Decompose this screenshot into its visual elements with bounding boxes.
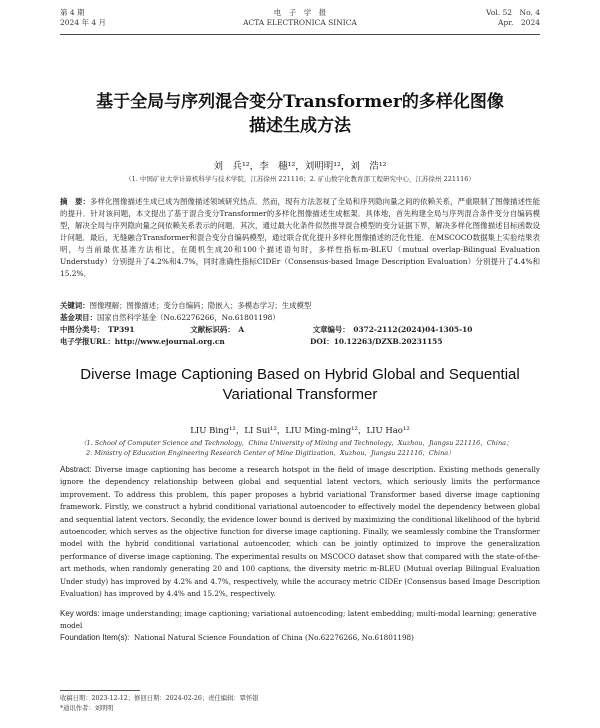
chinese-authors: 刘 兵¹²，李 穗¹²，刘明明¹²，刘 浩¹² xyxy=(213,161,387,172)
english-affiliation: （1. School of Computer Science and Technology，China University of Mining and Technology，Xuzhou，Jiangsu 221116，China； 2. Ministry of Education Engineering Research Center of Mine Digitization，Xuzhou，Jiangsu 221116，China） xyxy=(80,439,513,457)
chinese-affiliation: （1. 中国矿业大学计算机科学与技术学院，江苏徐州 221116；2. 矿山数字化教育部工程研究中心，江苏徐州 221116） xyxy=(125,175,475,183)
document-code: 文献标识码： A xyxy=(190,325,245,334)
corresponding-author: *通讯作者：刘明明 xyxy=(60,705,114,712)
chinese-keywords-label: 关键词： xyxy=(60,301,90,310)
english-abstract-text: Diverse image captioning has become a research hotspot in the field of image description. Existing methods generally ignore the dependency relationship between global and sequential latent vectors, which seriously limits the performance improvement. To address this problem, this paper proposes a hybrid variational Transformer based diverse image captioning framework. Firstly, we construct a hybrid conditional variational autoencoder to effectively model the dependency between global and sequential latent vectors. Secondly, the evidence lower bound is derived by maximizing the conditional likelihood of the hybrid autoencoder, which serves as the objective function for diverse image captioning. Finally, we seamlessly combine the Transformer model with the hybrid conditional variational autoencoder, which can be jointly optimized to improve the generalization performance of diverse image captioning. The experimental results on MSCOCO dataset show that compared with the state-of-the-art methods, when randomly generating 20 and 100 captions, the diversity metric m-BLEU (Mutual overlap Bilingual Evaluation Under study) has improved by 4.2% and 4.7%, respectively, while the accuracy metric CIDEr (Consensus based Image Description Evaluation) has improved by 4.4% and 15.2%, respectively. xyxy=(60,465,540,599)
chinese-fund xyxy=(60,312,540,324)
header-journal: 电 子 学 报 ACTA ELECTRONICA SINICA xyxy=(243,8,357,27)
chinese-keywords xyxy=(60,300,540,312)
english-keywords xyxy=(60,608,540,633)
english-keywords-text: image understanding; image captioning; variational autoencoding; latent embedding; multi-modal learning; generative model xyxy=(60,609,537,631)
header-issue: 第 4 期 2024 年 4 月 xyxy=(60,8,107,27)
chinese-abstract xyxy=(60,196,540,280)
english-fund-text: National Natural Science Foundation of China (No.62276266, No.61801198) xyxy=(133,633,414,642)
journal-url[interactable]: 电子学报URL：http://www.ejournal.org.cn xyxy=(60,337,225,346)
chinese-title: 基于全局与序列混合变分Transformer的多样化图像 描述生成方法 xyxy=(96,92,504,136)
received-date: 收稿日期：2023-12-12；修回日期：2024-02-26；责任编辑：覃怀银 xyxy=(60,695,259,702)
english-title: Diverse Image Captioning Based on Hybrid Global and Sequential Variational Transformer xyxy=(80,366,520,403)
chinese-abstract-label: 摘 要： xyxy=(60,197,91,206)
english-keywords-label: Key words: xyxy=(60,609,100,618)
running-header xyxy=(60,8,540,36)
chinese-fund-label: 基金项目： xyxy=(60,313,97,322)
header-volume: Vol. 52 No. 4 Apr. 2024 xyxy=(486,8,540,27)
english-fund xyxy=(60,632,540,644)
url-doi-line xyxy=(60,336,540,348)
class-number: 中图分类号： TP391 xyxy=(60,325,135,334)
article-number: 文章编号： 0372-2112(2024)04-1305-10 xyxy=(312,325,473,334)
footnote xyxy=(60,694,540,714)
classification-line xyxy=(60,324,540,336)
chinese-abstract-text: 多样化图像描述生成已成为图像描述领域研究热点．然而，现有方法忽视了全局和序列隐向量之间的依赖关系，严重限制了图像描述性能的提升．针对该问题，本文提出了基于混合变分Transformer的多样化图像描述生成框架．具体地，首先构建全局与序列混合条件变分自编码模型，解决全局与序列隐向量之间依赖关系表示的问题．其次，通过最大化条件似然推导混合模型的变分证据下界，解决多样化图像描述目标函数设计问题．最后，无缝融合Transformer和混合变分自编码模型，通过联合优化提升多样化图像描述的泛化性能．在MSCOCO数据集上实验结果表明，与当前最优基准方法相比，在随机生成20和100个描述语句时，多样性指标m-BLEU（mutual overlap-Bilingual Evaluation Understudy）分别提升了4.2%和4.7%，同时准确性指标CIDEr（Consensus-based Image Description Evaluation）分别提升了4.4%和15.2%． xyxy=(60,197,540,278)
chinese-keywords-text: 图像理解；图像描述；变分自编码；隐嵌入；多模态学习；生成模型 xyxy=(89,301,312,310)
english-abstract xyxy=(60,464,540,600)
chinese-fund-text: 国家自然科学基金（No.62276266，No.61801198） xyxy=(96,313,280,322)
english-authors: LIU Bing¹²，LI Sui¹²，LIU Ming-ming¹²，LIU Hao¹² xyxy=(190,426,410,436)
footnote-rule xyxy=(60,690,140,691)
english-fund-label: Foundation Item(s): xyxy=(60,633,130,642)
header-rule xyxy=(60,34,540,35)
doi[interactable]: DOI：10.12263/DZXB.20231155 xyxy=(310,337,443,346)
english-abstract-label: Abstract: xyxy=(60,465,92,474)
